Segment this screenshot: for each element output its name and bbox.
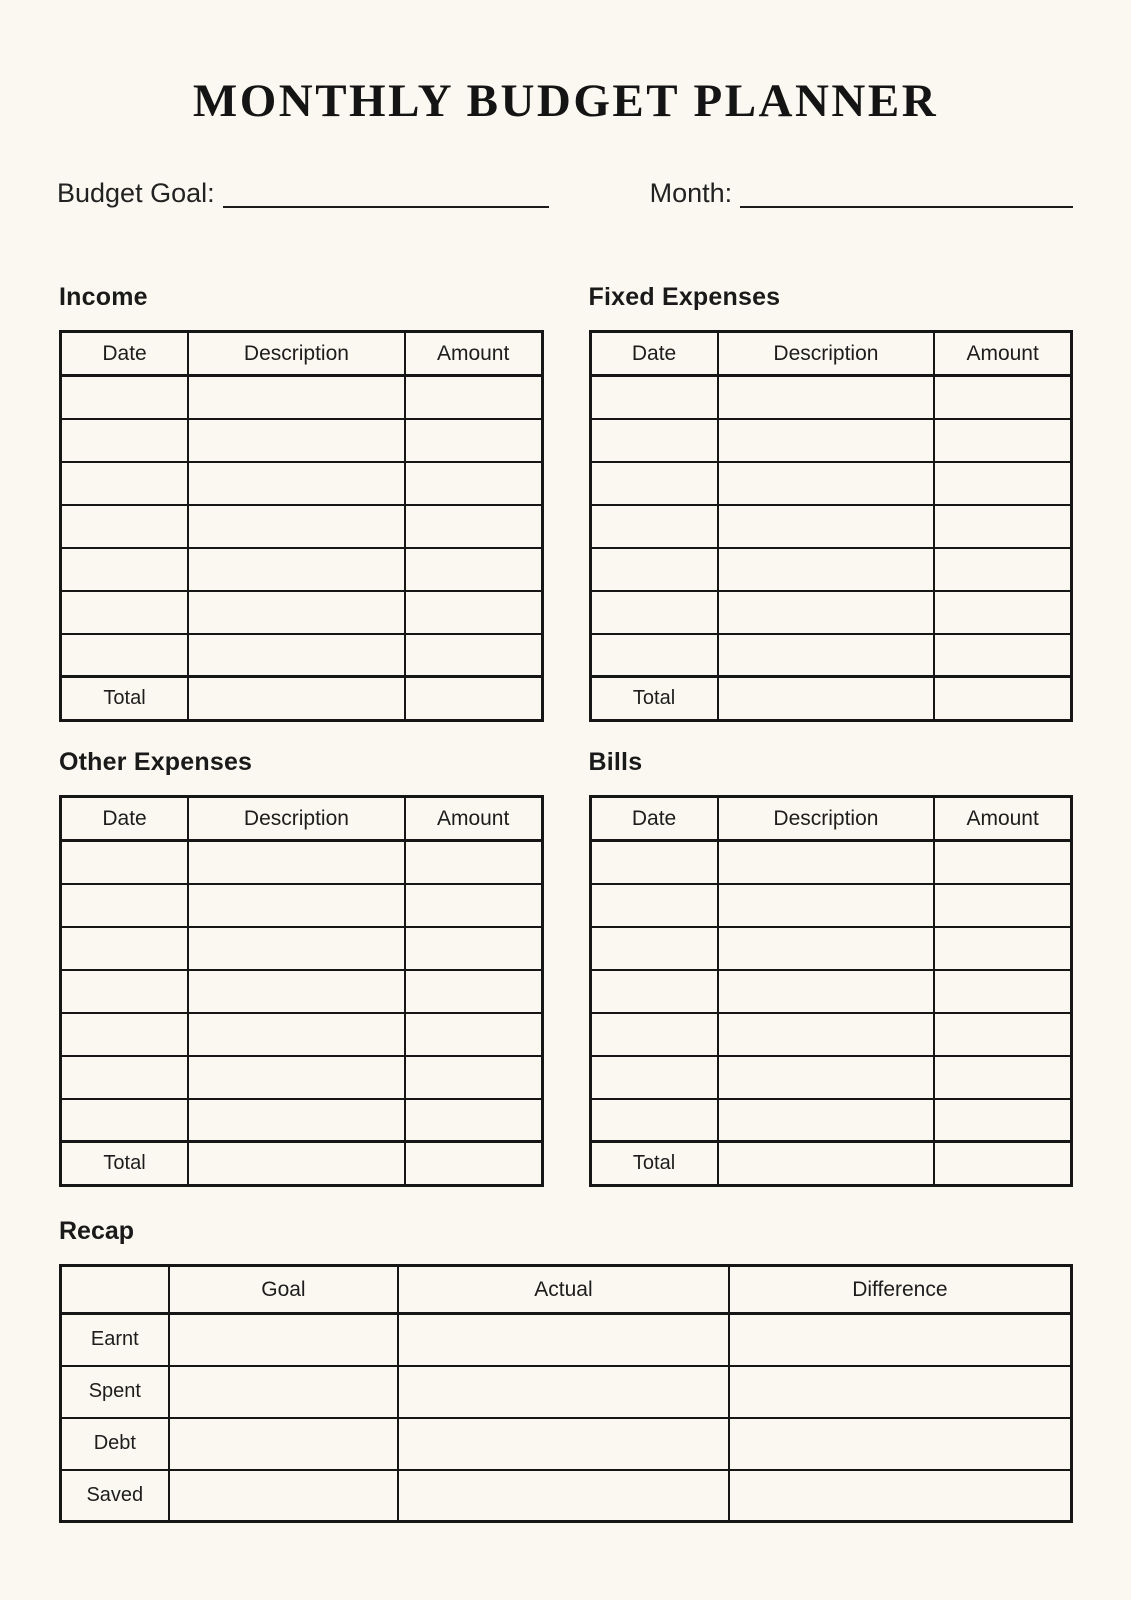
tables-grid: [59, 283, 1073, 1187]
empty-cell[interactable]: [169, 1366, 398, 1418]
empty-cell[interactable]: [61, 376, 189, 419]
date-column-header: Date: [61, 332, 189, 376]
table-row: [61, 634, 543, 677]
section-other-expenses: [59, 748, 544, 1187]
recap-row-earnt: [61, 1314, 1072, 1366]
empty-cell[interactable]: [934, 634, 1071, 677]
empty-cell[interactable]: [590, 1056, 718, 1099]
empty-cell[interactable]: [405, 1099, 542, 1142]
budget-goal-field: [57, 178, 549, 209]
empty-cell[interactable]: [405, 462, 542, 505]
empty-cell[interactable]: [398, 1314, 729, 1366]
table-row: [61, 548, 543, 591]
empty-cell[interactable]: [188, 505, 405, 548]
empty-cell[interactable]: [934, 970, 1071, 1013]
budget-goal-input[interactable]: [223, 206, 549, 208]
empty-cell[interactable]: [718, 462, 935, 505]
goal-column-header: Goal: [169, 1266, 398, 1314]
date-column-header: Date: [61, 797, 189, 841]
empty-cell[interactable]: [718, 1013, 935, 1056]
empty-cell[interactable]: [934, 1013, 1071, 1056]
empty-cell[interactable]: [405, 841, 542, 884]
empty-cell[interactable]: [188, 927, 405, 970]
total-value-cell[interactable]: [188, 677, 405, 721]
empty-cell[interactable]: [61, 419, 189, 462]
section-title-other-expenses: Other Expenses: [59, 748, 253, 777]
empty-cell[interactable]: [718, 376, 935, 419]
empty-cell[interactable]: [188, 841, 405, 884]
empty-cell[interactable]: [729, 1366, 1072, 1418]
empty-cell[interactable]: [934, 505, 1071, 548]
table-row: [590, 884, 1072, 927]
empty-cell[interactable]: [729, 1470, 1072, 1522]
table-row: [590, 1099, 1072, 1142]
section-income: [59, 283, 544, 722]
total-row: [61, 677, 543, 721]
empty-cell[interactable]: [718, 591, 935, 634]
table-header-row: [61, 332, 543, 376]
actual-column-header: Actual: [398, 1266, 729, 1314]
empty-cell[interactable]: [169, 1314, 398, 1366]
empty-cell[interactable]: [718, 419, 935, 462]
table-row: [590, 591, 1072, 634]
table-header-row: [61, 797, 543, 841]
income-table: [59, 330, 544, 722]
section-fixed-expenses: [589, 283, 1074, 722]
empty-cell[interactable]: [934, 841, 1071, 884]
empty-cell[interactable]: [61, 927, 189, 970]
table-row: [61, 1099, 543, 1142]
date-column-header: Date: [590, 797, 718, 841]
empty-cell[interactable]: [405, 548, 542, 591]
table-row: [590, 927, 1072, 970]
empty-cell[interactable]: [61, 548, 189, 591]
page-title: MONTHLY BUDGET PLANNER: [192, 75, 939, 127]
empty-cell[interactable]: [590, 548, 718, 591]
empty-cell[interactable]: [729, 1314, 1072, 1366]
empty-cell[interactable]: [934, 591, 1071, 634]
empty-cell[interactable]: [590, 1099, 718, 1142]
date-column-header: Date: [590, 332, 718, 376]
recap-row-label: Earnt: [61, 1314, 169, 1366]
recap-corner-cell: [61, 1266, 169, 1314]
table-row: [61, 505, 543, 548]
empty-cell[interactable]: [590, 634, 718, 677]
empty-cell[interactable]: [188, 419, 405, 462]
empty-cell[interactable]: [61, 591, 189, 634]
header-fields: [57, 178, 1073, 209]
empty-cell[interactable]: [61, 1099, 189, 1142]
empty-cell[interactable]: [405, 591, 542, 634]
empty-cell[interactable]: [61, 505, 189, 548]
section-title-recap: Recap: [59, 1217, 135, 1246]
empty-cell[interactable]: [61, 1056, 189, 1099]
total-label: Total: [61, 1142, 189, 1186]
recap-header-row: [61, 1266, 1072, 1314]
empty-cell[interactable]: [405, 884, 542, 927]
empty-cell[interactable]: [188, 591, 405, 634]
section-title-fixed-expenses: Fixed Expenses: [588, 283, 781, 312]
empty-cell[interactable]: [188, 884, 405, 927]
month-field: [650, 178, 1074, 209]
empty-cell[interactable]: [188, 970, 405, 1013]
empty-cell[interactable]: [398, 1470, 729, 1522]
empty-cell[interactable]: [934, 927, 1071, 970]
recap-row-spent: [61, 1366, 1072, 1418]
empty-cell[interactable]: [61, 1013, 189, 1056]
amount-column-header: Amount: [934, 332, 1071, 376]
total-label: Total: [61, 677, 189, 721]
empty-cell[interactable]: [61, 884, 189, 927]
difference-column-header: Difference: [729, 1266, 1072, 1314]
empty-cell[interactable]: [934, 548, 1071, 591]
description-column-header: Description: [188, 332, 405, 376]
empty-cell[interactable]: [405, 419, 542, 462]
table-row: [590, 548, 1072, 591]
total-row: [61, 1142, 543, 1186]
month-label: Month:: [649, 178, 733, 209]
total-value-cell[interactable]: [718, 1142, 935, 1186]
empty-cell[interactable]: [61, 841, 189, 884]
empty-cell[interactable]: [590, 927, 718, 970]
section-title-bills: Bills: [588, 748, 643, 777]
table-header-row: [590, 797, 1072, 841]
section-title-income: Income: [59, 283, 148, 312]
table-row: [61, 884, 543, 927]
total-value-cell[interactable]: [934, 677, 1071, 721]
empty-cell[interactable]: [590, 505, 718, 548]
empty-cell[interactable]: [934, 462, 1071, 505]
table-row: [61, 927, 543, 970]
amount-column-header: Amount: [934, 797, 1071, 841]
table-row: [590, 1013, 1072, 1056]
empty-cell[interactable]: [169, 1418, 398, 1470]
empty-cell[interactable]: [934, 1099, 1071, 1142]
recap-row-debt: [61, 1418, 1072, 1470]
empty-cell[interactable]: [718, 548, 935, 591]
total-row: [590, 1142, 1072, 1186]
description-column-header: Description: [718, 797, 935, 841]
empty-cell[interactable]: [405, 1056, 542, 1099]
table-row: [590, 462, 1072, 505]
empty-cell[interactable]: [729, 1418, 1072, 1470]
total-value-cell[interactable]: [934, 1142, 1071, 1186]
empty-cell[interactable]: [188, 548, 405, 591]
empty-cell[interactable]: [718, 505, 935, 548]
table-header-row: [590, 332, 1072, 376]
empty-cell[interactable]: [61, 462, 189, 505]
month-input[interactable]: [740, 206, 1073, 208]
table-row: [61, 376, 543, 419]
empty-cell[interactable]: [934, 1056, 1071, 1099]
table-row: [61, 841, 543, 884]
table-row: [590, 1056, 1072, 1099]
empty-cell[interactable]: [405, 1013, 542, 1056]
empty-cell[interactable]: [590, 462, 718, 505]
recap-row-saved: [61, 1470, 1072, 1522]
total-value-cell[interactable]: [188, 1142, 405, 1186]
total-value-cell[interactable]: [718, 677, 935, 721]
empty-cell[interactable]: [188, 1013, 405, 1056]
description-column-header: Description: [188, 797, 405, 841]
empty-cell[interactable]: [590, 884, 718, 927]
empty-cell[interactable]: [934, 419, 1071, 462]
empty-cell[interactable]: [590, 376, 718, 419]
empty-cell[interactable]: [169, 1470, 398, 1522]
empty-cell[interactable]: [590, 1013, 718, 1056]
total-label: Total: [590, 1142, 718, 1186]
budget-goal-label: Budget Goal:: [57, 178, 215, 209]
table-row: [61, 591, 543, 634]
table-row: [590, 970, 1072, 1013]
table-row: [590, 841, 1072, 884]
bills-table: [589, 795, 1074, 1187]
empty-cell[interactable]: [590, 970, 718, 1013]
table-row: [61, 462, 543, 505]
fixed-expenses-table: [589, 330, 1074, 722]
empty-cell[interactable]: [188, 1099, 405, 1142]
recap-row-label: Debt: [61, 1418, 169, 1470]
empty-cell[interactable]: [188, 634, 405, 677]
empty-cell[interactable]: [590, 841, 718, 884]
empty-cell[interactable]: [718, 841, 935, 884]
recap-row-label: Spent: [61, 1366, 169, 1418]
empty-cell[interactable]: [188, 462, 405, 505]
empty-cell[interactable]: [718, 634, 935, 677]
recap-table: [59, 1264, 1073, 1523]
recap-row-label: Saved: [61, 1470, 169, 1522]
section-bills: [589, 748, 1074, 1187]
total-row: [590, 677, 1072, 721]
empty-cell[interactable]: [61, 970, 189, 1013]
empty-cell[interactable]: [934, 884, 1071, 927]
empty-cell[interactable]: [405, 634, 542, 677]
empty-cell[interactable]: [590, 419, 718, 462]
description-column-header: Description: [718, 332, 935, 376]
empty-cell[interactable]: [398, 1418, 729, 1470]
empty-cell[interactable]: [718, 970, 935, 1013]
empty-cell[interactable]: [405, 505, 542, 548]
total-value-cell[interactable]: [405, 1142, 542, 1186]
empty-cell[interactable]: [61, 634, 189, 677]
empty-cell[interactable]: [188, 376, 405, 419]
empty-cell[interactable]: [405, 970, 542, 1013]
empty-cell[interactable]: [188, 1056, 405, 1099]
table-row: [590, 376, 1072, 419]
empty-cell[interactable]: [718, 1056, 935, 1099]
empty-cell[interactable]: [934, 376, 1071, 419]
table-row: [590, 505, 1072, 548]
empty-cell[interactable]: [718, 884, 935, 927]
empty-cell[interactable]: [718, 1099, 935, 1142]
section-recap: [59, 1217, 1073, 1523]
other-expenses-table: [59, 795, 544, 1187]
empty-cell[interactable]: [718, 927, 935, 970]
total-label: Total: [590, 677, 718, 721]
empty-cell[interactable]: [405, 376, 542, 419]
empty-cell[interactable]: [590, 591, 718, 634]
amount-column-header: Amount: [405, 332, 542, 376]
table-row: [61, 1056, 543, 1099]
table-row: [61, 970, 543, 1013]
table-row: [590, 419, 1072, 462]
table-row: [61, 1013, 543, 1056]
amount-column-header: Amount: [405, 797, 542, 841]
empty-cell[interactable]: [405, 927, 542, 970]
total-value-cell[interactable]: [405, 677, 542, 721]
table-row: [590, 634, 1072, 677]
table-row: [61, 419, 543, 462]
empty-cell[interactable]: [398, 1366, 729, 1418]
